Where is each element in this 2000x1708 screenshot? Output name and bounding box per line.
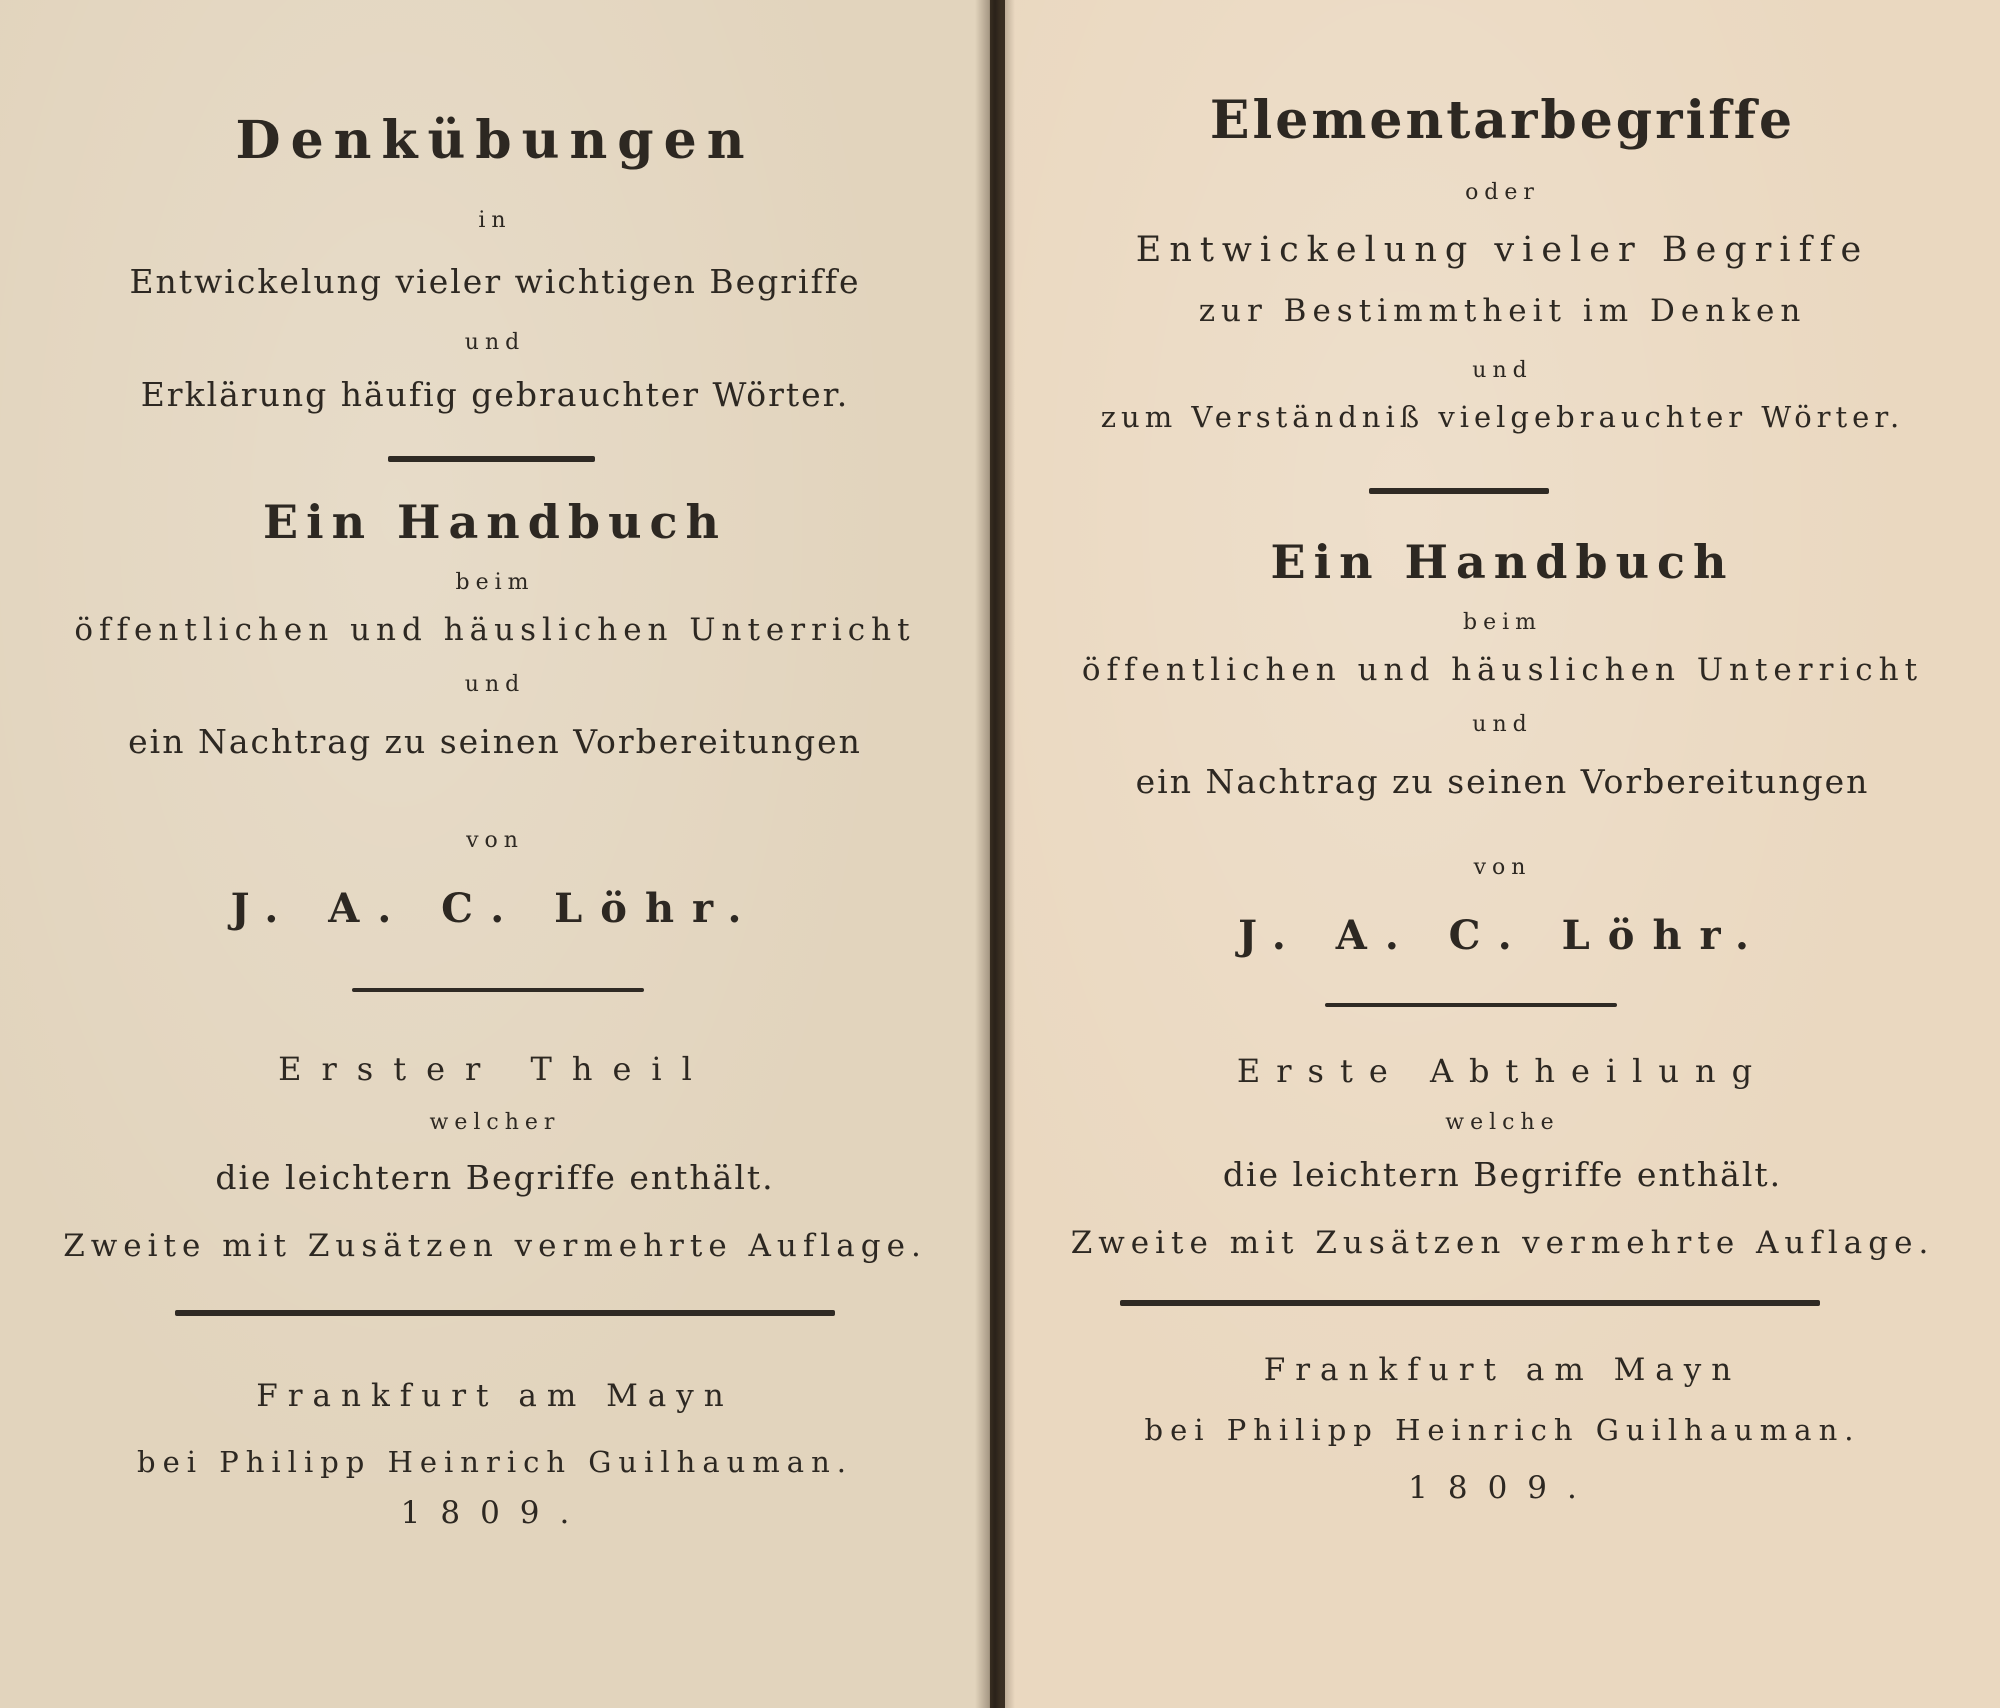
right-author: J. A. C. Löhr. <box>1238 912 1767 959</box>
right-publisher: bei Philipp Heinrich Guilhauman. <box>1144 1413 1861 1447</box>
left-publisher: bei Philipp Heinrich Guilhauman. <box>137 1445 853 1479</box>
left-place: Frankfurt am Mayn <box>256 1378 734 1414</box>
right-handbook: Ein Handbuch <box>1270 535 1735 589</box>
right-rule-2 <box>1325 1003 1617 1007</box>
right-rule-3 <box>1120 1300 1820 1306</box>
right-title: Elementarbegriffe <box>1209 90 1796 151</box>
right-subject-2: zur Bestimmtheit im Denken <box>1198 293 1807 329</box>
left-part: Erster Theil <box>278 1050 712 1088</box>
left-supplement: ein Nachtrag zu seinen Vorbereitungen <box>128 722 862 761</box>
left-page <box>0 0 990 1708</box>
left-rule-1 <box>388 456 595 462</box>
right-subject-3: zum Verständniß vielgebrauchter Wörter. <box>1100 400 1905 434</box>
left-content: die leichtern Begriffe enthält. <box>215 1158 775 1197</box>
left-handbook: Ein Handbuch <box>263 495 727 549</box>
book-gutter <box>975 0 1015 1708</box>
right-edition: Zweite mit Zusätzen vermehrte Auflage. <box>1070 1225 1935 1261</box>
left-und-2: und <box>464 672 526 697</box>
right-von: von <box>1473 855 1532 880</box>
right-welche: welche <box>1445 1110 1560 1135</box>
right-oder: oder <box>1465 180 1540 205</box>
right-part: Erste Abtheilung <box>1236 1052 1769 1090</box>
right-rule-1 <box>1369 488 1549 494</box>
right-und-2: und <box>1472 712 1533 737</box>
right-instruction: öffentlichen und häuslichen Unterricht <box>1081 652 1924 688</box>
right-year: 1809. <box>1408 1470 1597 1506</box>
left-rule-2 <box>352 988 644 992</box>
left-instruction: öffentlichen und häuslichen Unterricht <box>74 612 916 648</box>
left-edition: Zweite mit Zusätzen vermehrte Auflage. <box>63 1228 927 1264</box>
left-von: von <box>466 828 524 853</box>
left-year: 1809. <box>400 1495 590 1531</box>
right-und-1: und <box>1472 358 1533 383</box>
right-content: die leichtern Begriffe enthält. <box>1222 1155 1783 1194</box>
left-und-1: und <box>464 330 526 355</box>
left-beim: beim <box>455 570 535 595</box>
left-title: Denkübungen <box>235 110 755 171</box>
left-welcher: welcher <box>429 1110 561 1135</box>
right-supplement: ein Nachtrag zu seinen Vorbereitungen <box>1135 762 1870 801</box>
right-page <box>1005 0 2000 1708</box>
left-in: in <box>478 208 512 233</box>
right-beim: beim <box>1463 610 1542 635</box>
right-subject-1: Entwickelung vieler Begriffe <box>1135 230 1870 270</box>
left-rule-3 <box>175 1310 835 1316</box>
left-subject-2: Erklärung häufig gebrauchter Wörter. <box>140 375 850 414</box>
right-place: Frankfurt am Mayn <box>1263 1352 1742 1388</box>
left-subject-1: Entwickelung vieler wichtigen Begriffe <box>129 262 861 301</box>
left-author: J. A. C. Löhr. <box>230 885 760 932</box>
